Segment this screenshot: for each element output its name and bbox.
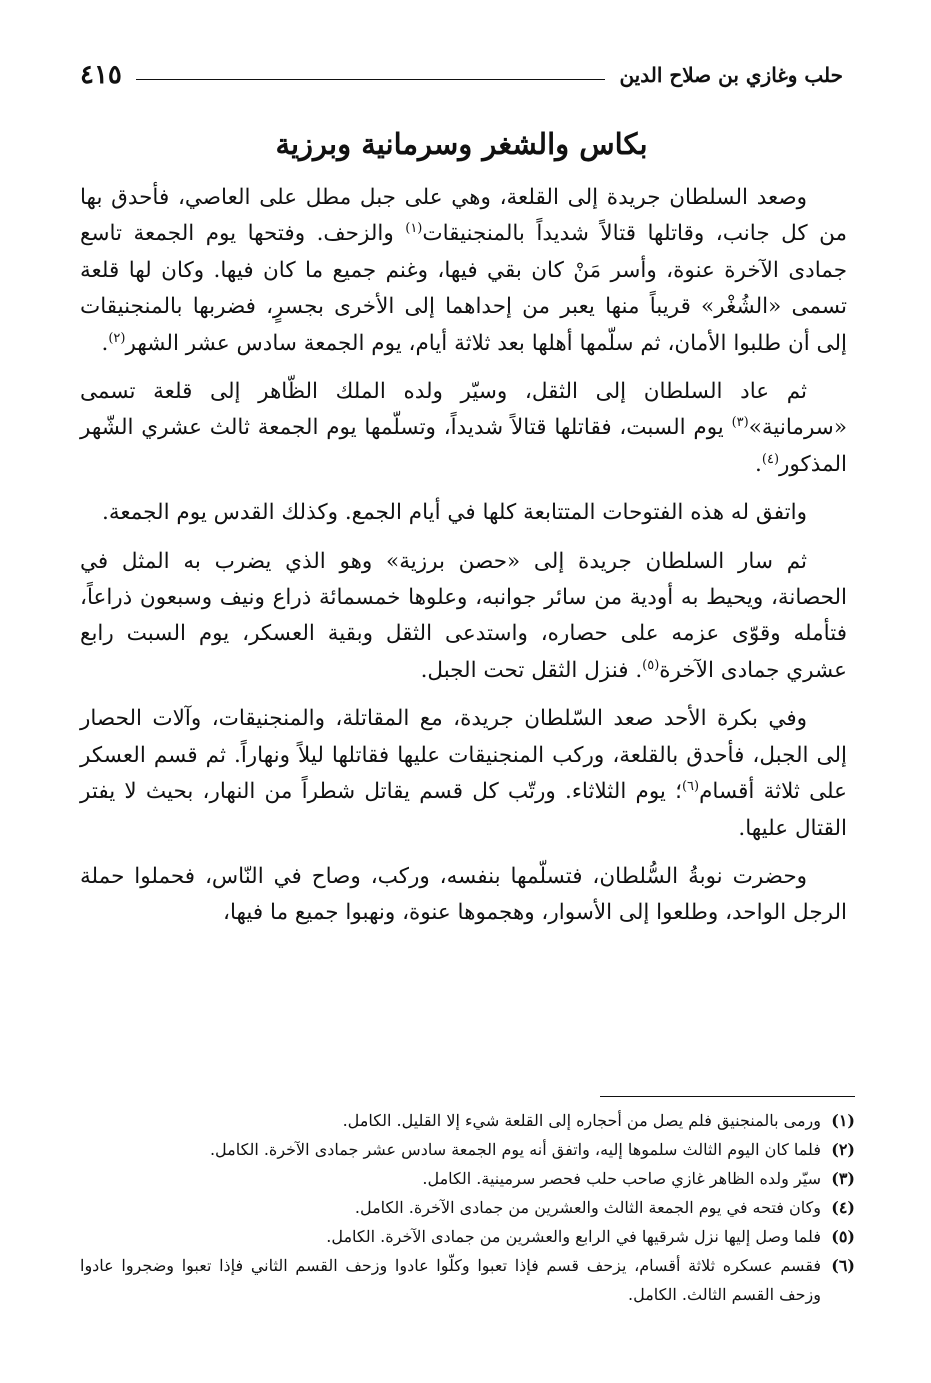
paragraph-4 — [80, 544, 847, 690]
paragraph-text: والزحف. وفتحها يوم الجمعة تاسع جمادى الآخرة عنوة، وأسر مَنْ كان بقي فيها، وغنم جميع ما كان فيها. وكان لها قلعة تسمى «الشُغْر» قريباً منها يعبر من إحداهما إلى الأخرى بجسرٍ، فضربها بالمنجنيقات إلى أن طلبوا الأمان، ثم سلّمها أهلها بعد ثلاثة أيام، يوم الجمعة سادس عشر الشهر — [80, 221, 847, 356]
running-header — [80, 58, 843, 92]
footnote-ref: (٥) — [642, 657, 660, 673]
footnote-number: (٥) — [831, 1227, 855, 1246]
footnote — [80, 1222, 855, 1251]
footnote-ref: (٢) — [108, 330, 126, 346]
paragraph-5 — [80, 701, 847, 847]
footnote-ref: (٦) — [681, 778, 700, 794]
footnote-ref: (٣) — [731, 415, 749, 431]
paragraph-text: ؛ يوم الثلاثاء. ورتّب كل قسم يقاتل شطراً من النهار، بحيث لا يفتر القتال عليها. — [80, 779, 847, 841]
footnote-text: فقسم عسكره ثلاثة أقسام، يزحف قسم فإذا تعبوا وكلّوا عادوا وزحف القسم الثاني فإذا تعبوا وضجروا عادوا وزحف القسم الثالث. الكامل. — [80, 1256, 821, 1304]
footnote-ref: (٤) — [761, 451, 780, 467]
running-title: حلب وغازي بن صلاح الدين — [619, 63, 843, 87]
paragraph-1 — [80, 180, 847, 362]
footnote — [80, 1193, 855, 1222]
paragraph-text: ثم عاد السلطان إلى الثقل، وسيّر ولده الملك الظّاهر إلى قلعة تسمى «سرمانية» — [80, 379, 847, 441]
footnote-number: (٣) — [831, 1169, 855, 1188]
paragraph-text: ثم سار السلطان جريدة إلى «حصن برزية» وهو الذي يضرب به المثل في الحصانة، ويحيط به أودية من سائر جوانبه، وعلوها خمسمائة ذراع ونيف وسبعون ذراعاً، فتأمله وقوّى عزمه على حصاره، واستدعى الثقل وبقية العسكر، يوم السبت رابع عشري جمادى الآخرة — [80, 548, 847, 683]
paragraph-3 — [80, 495, 847, 531]
paragraph-text: وصعد السلطان جريدة إلى القلعة، وهي على جبل مطل على العاصي، فأحدق بها من كل جانب، وقاتلها قتالاً شديداً بالمنجنيقات — [80, 185, 848, 247]
paragraph-6 — [80, 859, 847, 932]
body-text — [80, 180, 847, 944]
footnote-text: وكان فتحه في يوم الجمعة الثالث والعشرين من جمادى الآخرة. الكامل. — [354, 1198, 821, 1217]
footnote-text: ورمى بالمنجنيق فلم يصل من أحجاره إلى القلعة شيء إلا القليل. الكامل. — [342, 1111, 821, 1130]
footnote-separator — [600, 1096, 855, 1097]
footnote-text: فلما وصل إليها نزل شرقيها في الرابع والعشرين من جمادى الآخرة. الكامل. — [326, 1227, 821, 1246]
footnote-text: سيّر ولده الظاهر غازي صاحب حلب فحصر سرمينية. الكامل. — [422, 1169, 821, 1188]
paragraph-text: وفي بكرة الأحد صعد السّلطان جريدة، مع المقاتلة، والمنجنيقات، وآلات الحصار إلى الجبل، فأحدق بالقلعة، وركب المنجنيقات عليها فقاتلها ليلاً ونهاراً. ثم قسم العسكر على ثلاثة أقسام — [80, 706, 847, 805]
paragraph-text: واتفق له هذه الفتوحات المتتابعة كلها في أيام الجمع. وكذلك القدس يوم الجمعة. — [102, 500, 807, 526]
footnote-number: (٦) — [831, 1256, 855, 1275]
footnote — [80, 1135, 855, 1164]
footnotes — [80, 1106, 855, 1309]
footnote-number: (٤) — [831, 1198, 855, 1217]
footnote-text: فلما كان اليوم الثالث سلموها إليه، واتفق أنه يوم الجمعة سادس عشر جمادى الآخرة. الكامل. — [209, 1140, 821, 1159]
footnote — [80, 1251, 855, 1309]
header-rule — [136, 79, 606, 80]
paragraph-text: . — [755, 451, 762, 477]
paragraph-2 — [80, 374, 847, 483]
footnote — [80, 1164, 855, 1193]
footnote-ref: (١) — [405, 221, 423, 237]
paragraph-text: وحضرت نوبةُ السُّلطان، فتسلّمها بنفسه، وركب، وصاح في النّاس، فحملوا حملة الرجل الواحد، وطلعوا إلى الأسوار، وهجموها عنوة، ونهبوا جميع ما فيها، — [80, 863, 847, 926]
footnote — [80, 1106, 855, 1135]
page-number: ٤١٥ — [80, 60, 122, 90]
section-title: بكاس والشغر وسرمانية وبرزية — [275, 127, 648, 161]
paragraph-text: . فنزل الثقل تحت الجبل. — [420, 657, 643, 683]
paragraph-text: يوم السبت، فقاتلها قتالاً شديداً، وتسلّمها يوم الجمعة ثالث عشري الشّهر المذكور — [80, 415, 847, 477]
footnote-number: (١) — [831, 1111, 855, 1130]
footnote-number: (٢) — [831, 1140, 855, 1159]
paragraph-text: . — [101, 330, 109, 356]
